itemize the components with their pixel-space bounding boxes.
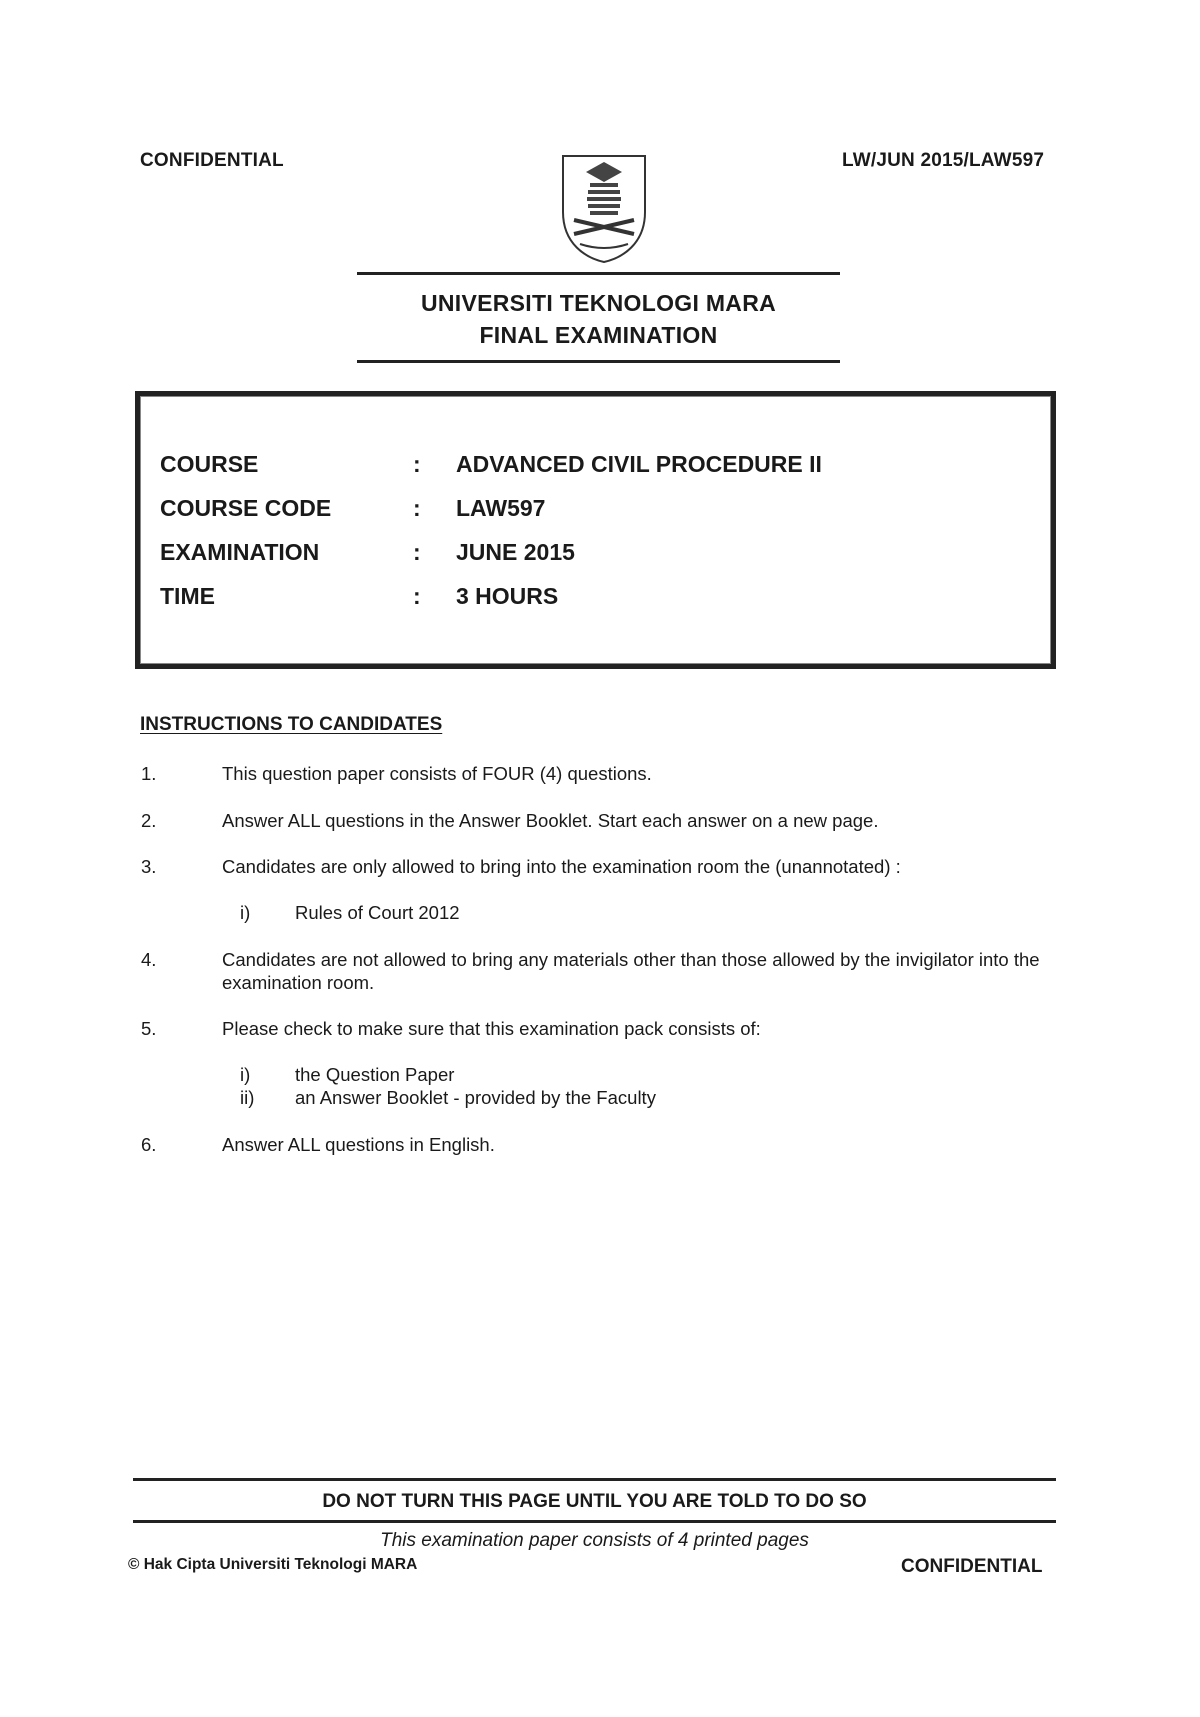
sub-item-text: an Answer Booklet - provided by the Faculty <box>295 1087 656 1108</box>
sub-item-number: i) <box>240 902 251 923</box>
instruction-text: This question paper consists of FOUR (4) questions. <box>222 763 652 784</box>
title-top-rule <box>357 272 840 275</box>
footer-bottom-rule <box>133 1520 1056 1523</box>
sub-item-number: i) <box>240 1064 251 1085</box>
printed-pages-note: This examination paper consists of 4 printed pages <box>380 1530 809 1551</box>
info-value: ADVANCED CIVIL PROCEDURE II <box>456 451 822 477</box>
university-name: UNIVERSITI TEKNOLOGI MARA <box>420 290 777 316</box>
instruction-text: Answer ALL questions in English. <box>222 1134 495 1155</box>
instruction-number: 2. <box>141 810 157 831</box>
instructions-heading: INSTRUCTIONS TO CANDIDATES <box>140 714 443 735</box>
footer-top-rule <box>133 1478 1056 1481</box>
info-value: JUNE 2015 <box>456 539 575 565</box>
title-bottom-rule <box>357 360 840 363</box>
instruction-number: 3. <box>141 856 157 877</box>
university-crest-icon <box>558 152 650 264</box>
instruction-number: 4. <box>141 949 157 970</box>
info-value: LAW597 <box>456 495 546 521</box>
instruction-number: 5. <box>141 1018 157 1039</box>
info-separator: : <box>413 451 421 477</box>
instruction-number: 1. <box>141 763 157 784</box>
instruction-text: Please check to make sure that this examination pack consists of: <box>222 1018 761 1039</box>
info-label: COURSE CODE <box>160 495 332 521</box>
header-confidential: CONFIDENTIAL <box>140 150 284 171</box>
info-label: EXAMINATION <box>160 539 320 565</box>
instruction-number: 6. <box>141 1134 157 1155</box>
instruction-text: Candidates are not allowed to bring any materials other than those allowed by the invigilator into the examination room. <box>222 949 1040 993</box>
info-label: COURSE <box>160 451 259 477</box>
paper-code: LW/JUN 2015/LAW597 <box>842 150 1045 171</box>
info-separator: : <box>413 583 421 609</box>
copyright: © Hak Cipta Universiti Teknologi MARA <box>128 1556 418 1573</box>
sub-item-text: Rules of Court 2012 <box>295 902 460 923</box>
footer-confidential: CONFIDENTIAL <box>901 1556 1043 1577</box>
exam-title: FINAL EXAMINATION <box>479 322 718 348</box>
info-label: TIME <box>160 583 215 609</box>
sub-item-number: ii) <box>240 1087 255 1108</box>
info-value: 3 HOURS <box>456 583 559 609</box>
instruction-text: Candidates are only allowed to bring into the examination room the (unannotated) : <box>222 856 901 877</box>
info-separator: : <box>413 539 421 565</box>
instruction-text: Answer ALL questions in the Answer Booklet. Start each answer on a new page. <box>222 810 879 831</box>
info-separator: : <box>413 495 421 521</box>
sub-item-text: the Question Paper <box>295 1064 455 1085</box>
do-not-turn-notice: DO NOT TURN THIS PAGE UNTIL YOU ARE TOLD TO DO SO <box>322 1491 867 1512</box>
course-info-box <box>135 391 1056 669</box>
